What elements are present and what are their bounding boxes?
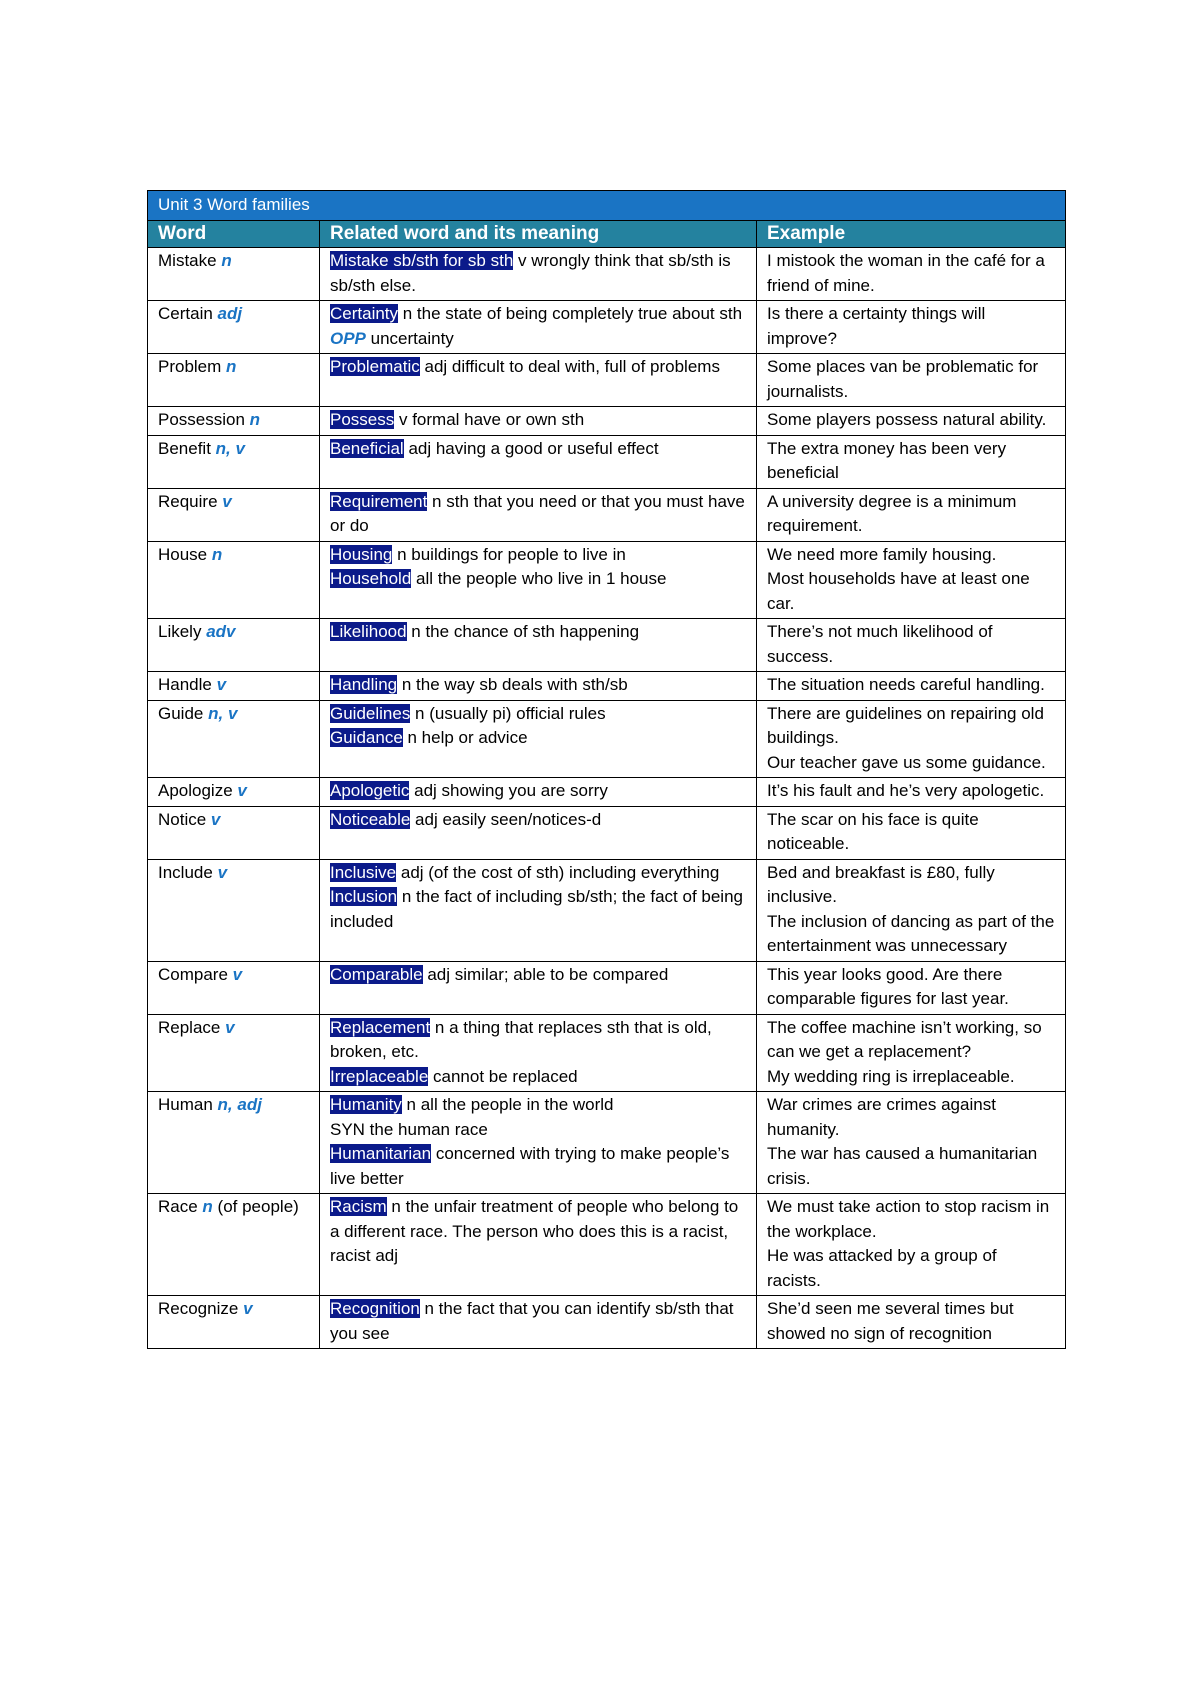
word-cell bbox=[148, 1014, 320, 1092]
related-entry bbox=[330, 490, 746, 539]
example-cell bbox=[757, 778, 1066, 807]
example-sentence: We need more family housing. bbox=[767, 544, 997, 564]
example-sentence: Most households have at least one car. bbox=[767, 569, 1030, 613]
related-word-highlight: Housing bbox=[330, 544, 393, 564]
table-title: Unit 3 Word families bbox=[148, 191, 1066, 221]
part-of-speech: adv bbox=[206, 622, 236, 641]
table-row bbox=[148, 1014, 1066, 1092]
related-word-highlight: Beneficial bbox=[330, 438, 404, 458]
word-families-table bbox=[147, 190, 1066, 1349]
example-sentence: Some places van be problematic for journalists. bbox=[767, 357, 1039, 401]
word-cell bbox=[148, 407, 320, 436]
word-cell bbox=[148, 806, 320, 859]
part-of-speech: n bbox=[202, 1197, 213, 1216]
related-entry bbox=[330, 302, 746, 351]
example-sentence: There’s not much likelihood of success. bbox=[767, 622, 993, 666]
word-text: Compare bbox=[158, 964, 228, 984]
example-cell bbox=[757, 435, 1066, 488]
table-row bbox=[148, 354, 1066, 407]
part-of-speech: adj bbox=[217, 304, 243, 323]
example-cell bbox=[757, 672, 1066, 701]
related-entry bbox=[330, 1093, 746, 1118]
opposite-word: uncertainty bbox=[365, 328, 454, 348]
related-cell bbox=[320, 354, 757, 407]
example-sentence: A university degree is a minimum requirement. bbox=[767, 491, 1017, 535]
table-row bbox=[148, 1194, 1066, 1296]
related-word-highlight: Noticeable bbox=[330, 809, 411, 829]
word-cell bbox=[148, 619, 320, 672]
part-of-speech: v bbox=[210, 809, 221, 829]
part-of-speech: v bbox=[217, 862, 228, 882]
word-text: Problem bbox=[158, 357, 222, 376]
word-text: Handle bbox=[158, 675, 212, 694]
related-meaning: n sth that you need or that you must have or do bbox=[330, 491, 745, 535]
word-families-page bbox=[147, 190, 1065, 1349]
word-text: Replace bbox=[158, 1017, 221, 1037]
part-of-speech: n, v bbox=[208, 703, 238, 723]
table-row bbox=[148, 806, 1066, 859]
related-cell bbox=[320, 700, 757, 778]
table-row bbox=[148, 248, 1066, 301]
related-meaning: v formal have or own sth bbox=[394, 410, 585, 429]
word-cell bbox=[148, 435, 320, 488]
word-text: Require bbox=[158, 491, 218, 511]
word-text: Benefit bbox=[158, 438, 211, 458]
table-row bbox=[148, 961, 1066, 1014]
example-sentence: Some players possess natural ability. bbox=[767, 410, 1047, 429]
related-cell bbox=[320, 1194, 757, 1296]
example-sentence: Our teacher gave us some guidance. bbox=[767, 752, 1046, 772]
example-cell bbox=[757, 301, 1066, 354]
word-text: Recognize bbox=[158, 1299, 239, 1318]
related-entry bbox=[330, 1142, 746, 1191]
example-sentence: I mistook the woman in the café for a friend of mine. bbox=[767, 251, 1045, 295]
example-sentence: There are guidelines on repairing old buildings. bbox=[767, 703, 1044, 747]
part-of-speech: v bbox=[243, 1299, 253, 1318]
related-meaning: n the chance of sth happening bbox=[406, 622, 640, 641]
related-cell bbox=[320, 778, 757, 807]
word-text: Notice bbox=[158, 809, 207, 829]
related-word-highlight: Humanity bbox=[330, 1095, 402, 1114]
example-sentence: Bed and breakfast is £80, fully inclusive. bbox=[767, 862, 995, 906]
related-meaning: n buildings for people to live in bbox=[392, 544, 626, 564]
word-text: Apologize bbox=[158, 781, 233, 800]
example-cell bbox=[757, 806, 1066, 859]
table-row bbox=[148, 541, 1066, 619]
word-cell bbox=[148, 301, 320, 354]
related-entry bbox=[330, 249, 746, 298]
related-word-highlight: Apologetic bbox=[330, 781, 410, 800]
example-cell bbox=[757, 541, 1066, 619]
part-of-speech: n bbox=[211, 544, 223, 564]
related-cell bbox=[320, 435, 757, 488]
table-row bbox=[148, 672, 1066, 701]
related-meaning: adj similar; able to be compared bbox=[422, 964, 669, 984]
related-entry bbox=[330, 543, 746, 568]
related-meaning: cannot be replaced bbox=[428, 1066, 578, 1086]
related-meaning: concerned with trying to make people’s live better bbox=[330, 1144, 730, 1188]
related-meaning: adj difficult to deal with, full of problems bbox=[419, 357, 720, 376]
word-text: Include bbox=[158, 862, 213, 882]
word-cell bbox=[148, 1296, 320, 1349]
related-cell bbox=[320, 301, 757, 354]
part-of-speech: n, adj bbox=[217, 1095, 262, 1114]
related-meaning: adj showing you are sorry bbox=[409, 781, 608, 800]
related-word-highlight: Irreplaceable bbox=[330, 1066, 429, 1086]
word-cell bbox=[148, 1092, 320, 1194]
related-word-highlight: Mistake sb/sth for sb sth bbox=[330, 251, 514, 270]
example-sentence: It’s his fault and he’s very apologetic. bbox=[767, 781, 1045, 800]
related-meaning: n the unfair treatment of people who belong to a different race. The person who does this is a racist, racist adj bbox=[330, 1197, 739, 1265]
related-entry bbox=[330, 567, 746, 592]
related-word-highlight: Certainty bbox=[330, 304, 399, 323]
related-entry bbox=[330, 963, 746, 988]
example-cell bbox=[757, 1092, 1066, 1194]
table-row bbox=[148, 778, 1066, 807]
header-example: Example bbox=[757, 220, 1066, 248]
related-cell bbox=[320, 806, 757, 859]
word-cell bbox=[148, 354, 320, 407]
table-row bbox=[148, 859, 1066, 961]
related-entry bbox=[330, 620, 746, 645]
related-meaning: n all the people in the world bbox=[401, 1095, 614, 1114]
related-entry bbox=[330, 437, 746, 462]
example-sentence: He was attacked by a group of racists. bbox=[767, 1246, 997, 1290]
related-word-highlight: Guidelines bbox=[330, 703, 411, 723]
word-cell bbox=[148, 1194, 320, 1296]
table-row bbox=[148, 435, 1066, 488]
related-entry bbox=[330, 861, 746, 886]
related-meaning: adj (of the cost of sth) including everything bbox=[396, 862, 720, 882]
related-entry bbox=[330, 355, 746, 380]
word-text: House bbox=[158, 544, 208, 564]
related-word-highlight: Requirement bbox=[330, 491, 428, 511]
table-header-row bbox=[148, 220, 1066, 248]
example-sentence: War crimes are crimes against humanity. bbox=[767, 1095, 996, 1139]
related-word-highlight: Likelihood bbox=[330, 622, 407, 641]
related-word-highlight: Household bbox=[330, 569, 412, 588]
example-sentence: Is there a certainty things will improve? bbox=[767, 304, 986, 348]
related-cell bbox=[320, 859, 757, 961]
related-meaning: n the way sb deals with sth/sb bbox=[397, 675, 628, 694]
example-cell bbox=[757, 700, 1066, 778]
example-cell bbox=[757, 1014, 1066, 1092]
related-cell bbox=[320, 541, 757, 619]
related-meaning: n the state of being completely true about sth bbox=[398, 304, 743, 323]
example-sentence: The coffee machine isn’t working, so can we get a replacement? bbox=[767, 1017, 1042, 1061]
word-cell bbox=[148, 859, 320, 961]
word-cell bbox=[148, 778, 320, 807]
part-of-speech: v bbox=[225, 1017, 235, 1037]
related-entry bbox=[330, 1195, 746, 1269]
related-meaning: n help or advice bbox=[402, 728, 528, 747]
related-cell bbox=[320, 1296, 757, 1349]
example-cell bbox=[757, 354, 1066, 407]
related-entry bbox=[330, 1016, 746, 1065]
related-entry bbox=[330, 1065, 746, 1090]
part-of-speech: n bbox=[249, 410, 261, 429]
part-of-speech: n bbox=[226, 357, 237, 376]
word-text: Guide bbox=[158, 703, 204, 723]
related-meaning: SYN the human race bbox=[330, 1119, 488, 1139]
word-cell bbox=[148, 700, 320, 778]
related-word-highlight: Racism bbox=[330, 1197, 387, 1216]
related-cell bbox=[320, 1014, 757, 1092]
table-row bbox=[148, 488, 1066, 541]
related-meaning: n a thing that replaces sth that is old, broken, etc. bbox=[330, 1017, 712, 1061]
opposite-label: OPP bbox=[330, 328, 366, 348]
example-cell bbox=[757, 859, 1066, 961]
example-sentence: My wedding ring is irreplaceable. bbox=[767, 1066, 1015, 1086]
word-cell bbox=[148, 961, 320, 1014]
example-cell bbox=[757, 248, 1066, 301]
related-meaning: n the fact that you can identify sb/sth that you see bbox=[330, 1299, 734, 1343]
related-word-highlight: Comparable bbox=[330, 964, 423, 984]
related-word-highlight: Replacement bbox=[330, 1017, 431, 1037]
word-cell bbox=[148, 248, 320, 301]
table-row bbox=[148, 301, 1066, 354]
word-text: Certain bbox=[158, 304, 213, 323]
related-entry bbox=[330, 808, 746, 833]
example-cell bbox=[757, 407, 1066, 436]
related-meaning: v wrongly think that sb/sth is sb/sth else. bbox=[330, 251, 731, 295]
word-text: Human bbox=[158, 1095, 213, 1114]
example-sentence: She’d seen me several times but showed no sign of recognition bbox=[767, 1299, 1014, 1343]
related-word-highlight: Recognition bbox=[330, 1299, 420, 1318]
part-of-speech: v bbox=[232, 964, 243, 984]
example-sentence: The extra money has been very beneficial bbox=[767, 438, 1007, 482]
related-meaning: n the fact of including sb/sth; the fact of being included bbox=[330, 887, 743, 931]
word-text: Mistake bbox=[158, 251, 217, 270]
table-title-row bbox=[148, 191, 1066, 221]
related-cell bbox=[320, 1092, 757, 1194]
example-sentence: We must take action to stop racism in the workplace. bbox=[767, 1197, 1050, 1241]
related-entry bbox=[330, 726, 746, 751]
table-row bbox=[148, 619, 1066, 672]
related-entry bbox=[330, 1297, 746, 1346]
table-row bbox=[148, 407, 1066, 436]
related-cell bbox=[320, 407, 757, 436]
related-entry bbox=[330, 885, 746, 934]
example-cell bbox=[757, 488, 1066, 541]
related-cell bbox=[320, 488, 757, 541]
related-word-highlight: Handling bbox=[330, 675, 398, 694]
related-meaning: adj easily seen/notices-d bbox=[410, 809, 602, 829]
related-cell bbox=[320, 619, 757, 672]
related-entry bbox=[330, 1118, 746, 1143]
related-entry bbox=[330, 702, 746, 727]
table-row bbox=[148, 1296, 1066, 1349]
part-of-speech: v bbox=[216, 675, 227, 694]
example-sentence: The scar on his face is quite noticeable. bbox=[767, 809, 979, 853]
related-cell bbox=[320, 248, 757, 301]
related-entry bbox=[330, 673, 746, 698]
table-row bbox=[148, 700, 1066, 778]
word-text: Likely bbox=[158, 622, 202, 641]
word-cell bbox=[148, 541, 320, 619]
example-cell bbox=[757, 1296, 1066, 1349]
related-word-highlight: Inclusive bbox=[330, 862, 397, 882]
part-of-speech: n, v bbox=[215, 438, 245, 458]
part-of-speech: v bbox=[222, 491, 232, 511]
related-word-highlight: Humanitarian bbox=[330, 1144, 432, 1163]
part-of-speech: n bbox=[221, 251, 232, 270]
word-suffix: (of people) bbox=[212, 1197, 299, 1216]
word-text: Race bbox=[158, 1197, 198, 1216]
word-cell bbox=[148, 488, 320, 541]
related-entry bbox=[330, 779, 746, 804]
example-cell bbox=[757, 619, 1066, 672]
related-entry bbox=[330, 408, 746, 433]
example-sentence: This year looks good. Are there comparable figures for last year. bbox=[767, 964, 1009, 1008]
example-sentence: The inclusion of dancing as part of the entertainment was unnecessary bbox=[767, 911, 1055, 955]
related-word-highlight: Inclusion bbox=[330, 887, 398, 906]
related-meaning: n (usually pi) official rules bbox=[410, 703, 606, 723]
example-cell bbox=[757, 1194, 1066, 1296]
word-cell bbox=[148, 672, 320, 701]
related-meaning: adj having a good or useful effect bbox=[403, 438, 659, 458]
part-of-speech: v bbox=[237, 781, 247, 800]
example-sentence: The war has caused a humanitarian crisis. bbox=[767, 1144, 1038, 1188]
header-related: Related word and its meaning bbox=[320, 220, 757, 248]
related-cell bbox=[320, 672, 757, 701]
related-word-highlight: Possess bbox=[330, 410, 395, 429]
word-text: Possession bbox=[158, 410, 245, 429]
related-word-highlight: Guidance bbox=[330, 728, 403, 747]
example-sentence: The situation needs careful handling. bbox=[767, 675, 1045, 694]
related-cell bbox=[320, 961, 757, 1014]
table-row bbox=[148, 1092, 1066, 1194]
example-cell bbox=[757, 961, 1066, 1014]
related-word-highlight: Problematic bbox=[330, 357, 420, 376]
header-word: Word bbox=[148, 220, 320, 248]
related-meaning: all the people who live in 1 house bbox=[411, 569, 667, 588]
